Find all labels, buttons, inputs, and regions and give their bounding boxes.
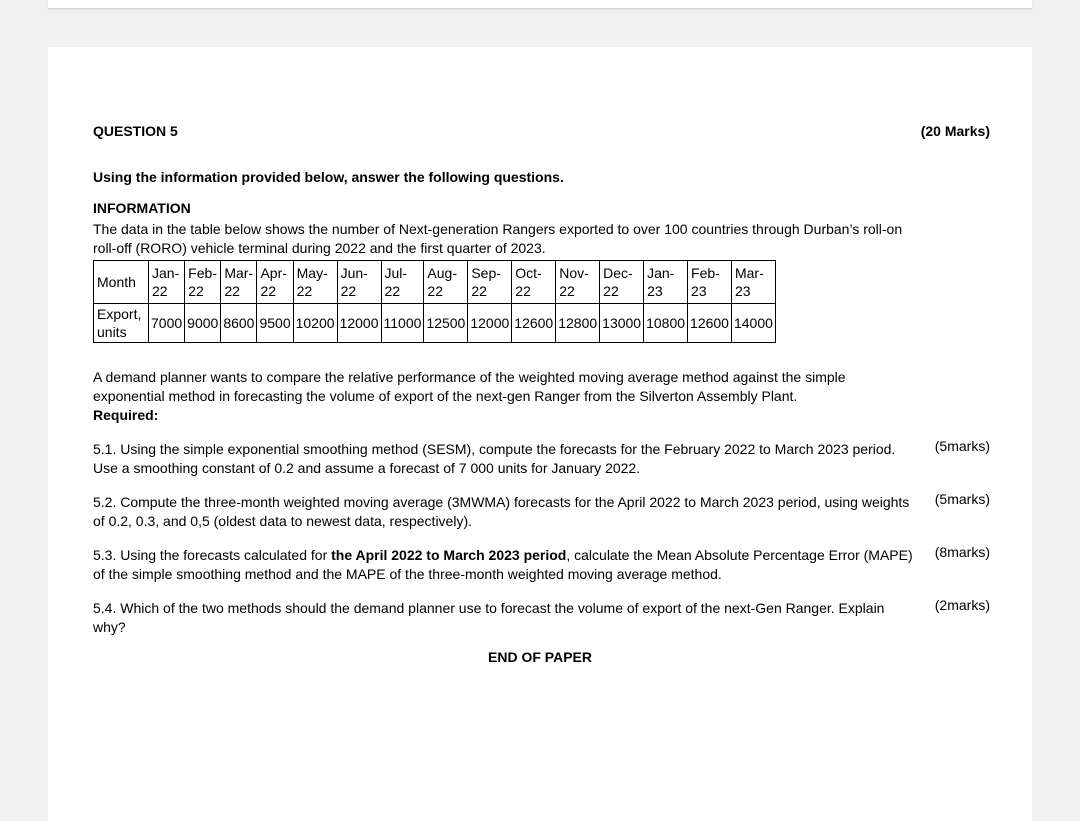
export-value: 12800 bbox=[556, 304, 600, 343]
question-marks: (20 Marks) bbox=[920, 123, 990, 139]
question-item-5-2: 5.2. Compute the three-month weighted moving average (3MWMA) forecasts for the April 2022 to March 2023 period, using weights of 0.2, 0.3, and 0,5 (oldest data to newest data, respectively). bbox=[93, 494, 910, 529]
export-value: 12600 bbox=[512, 304, 556, 343]
required-heading: Required: bbox=[93, 407, 159, 423]
export-value: 12000 bbox=[337, 304, 381, 343]
month-cell: Jan- 22 bbox=[149, 261, 185, 304]
month-cell: Feb- 22 bbox=[185, 261, 221, 304]
export-value: 14000 bbox=[731, 304, 775, 343]
question-item-5-1: 5.1. Using the simple exponential smoothing method (SESM), compute the forecasts for the February 2022 to March 2023 period. Use a smoothing constant of 0.2 and assume a forecast of 7 000 units for January 2022. bbox=[93, 441, 896, 476]
export-value: 11000 bbox=[381, 304, 424, 343]
information-text: The data in the table below shows the number of Next-generation Rangers exported to over 100 countries through Durban’s roll-on roll-off (RORO) vehicle terminal during 2022 and the first quarter of 2023. bbox=[93, 221, 903, 256]
export-value: 8600 bbox=[221, 304, 257, 343]
export-value: 9500 bbox=[257, 304, 293, 343]
month-cell: Jun- 22 bbox=[337, 261, 381, 304]
information-heading: INFORMATION bbox=[93, 200, 191, 216]
export-data-table bbox=[93, 260, 776, 343]
month-cell: Nov- 22 bbox=[556, 261, 600, 304]
month-row bbox=[94, 261, 776, 304]
month-cell: Dec- 22 bbox=[600, 261, 644, 304]
month-cell: Aug- 22 bbox=[424, 261, 468, 304]
month-cell: May- 22 bbox=[293, 261, 337, 304]
end-of-paper: END OF PAPER bbox=[488, 649, 592, 665]
month-cell: Mar- 23 bbox=[731, 261, 775, 304]
item-marks: (8marks) bbox=[934, 544, 990, 560]
export-value: 12600 bbox=[688, 304, 732, 343]
month-cell: Feb- 23 bbox=[688, 261, 732, 304]
export-value: 7000 bbox=[149, 304, 185, 343]
export-row bbox=[94, 304, 776, 343]
question-item-5-3: 5.3. Using the forecasts calculated for the April 2022 to March 2023 period, calculate the Mean Absolute Percentage Error (MAPE) of the simple smoothing method and the MAPE of the three-month weighted moving average method. bbox=[93, 547, 913, 582]
month-cell: Mar- 22 bbox=[221, 261, 257, 304]
export-value: 10800 bbox=[644, 304, 688, 343]
scenario-text: A demand planner wants to compare the relative performance of the weighted moving average method against the simple exponential method in forecasting the volume of export of the next-gen Ranger from the Silverton Assembly Plant. bbox=[93, 369, 846, 404]
month-cell: Oct- 22 bbox=[512, 261, 556, 304]
export-value: 12500 bbox=[424, 304, 468, 343]
item-marks: (2marks) bbox=[934, 597, 990, 613]
month-cell: Apr- 22 bbox=[257, 261, 293, 304]
question-title: QUESTION 5 bbox=[93, 123, 178, 139]
document-page bbox=[48, 47, 1032, 821]
item-marks: (5marks) bbox=[934, 438, 990, 454]
month-cell: Sep- 22 bbox=[468, 261, 512, 304]
month-cell: Jan- 23 bbox=[644, 261, 688, 304]
export-value: 10200 bbox=[293, 304, 337, 343]
question-item-5-4: 5.4. Which of the two methods should the demand planner use to forecast the volume of export of the next-Gen Ranger. Explain why? bbox=[93, 600, 885, 635]
previous-page-edge bbox=[48, 0, 1032, 9]
export-value: 13000 bbox=[600, 304, 644, 343]
item-marks: (5marks) bbox=[934, 491, 990, 507]
month-cell: Jul- 22 bbox=[381, 261, 424, 304]
export-label: Export, units bbox=[94, 304, 149, 343]
question-intro: Using the information provided below, answer the following questions. bbox=[93, 169, 564, 185]
export-value: 12000 bbox=[468, 304, 512, 343]
export-value: 9000 bbox=[185, 304, 221, 343]
month-label: Month bbox=[94, 261, 149, 304]
